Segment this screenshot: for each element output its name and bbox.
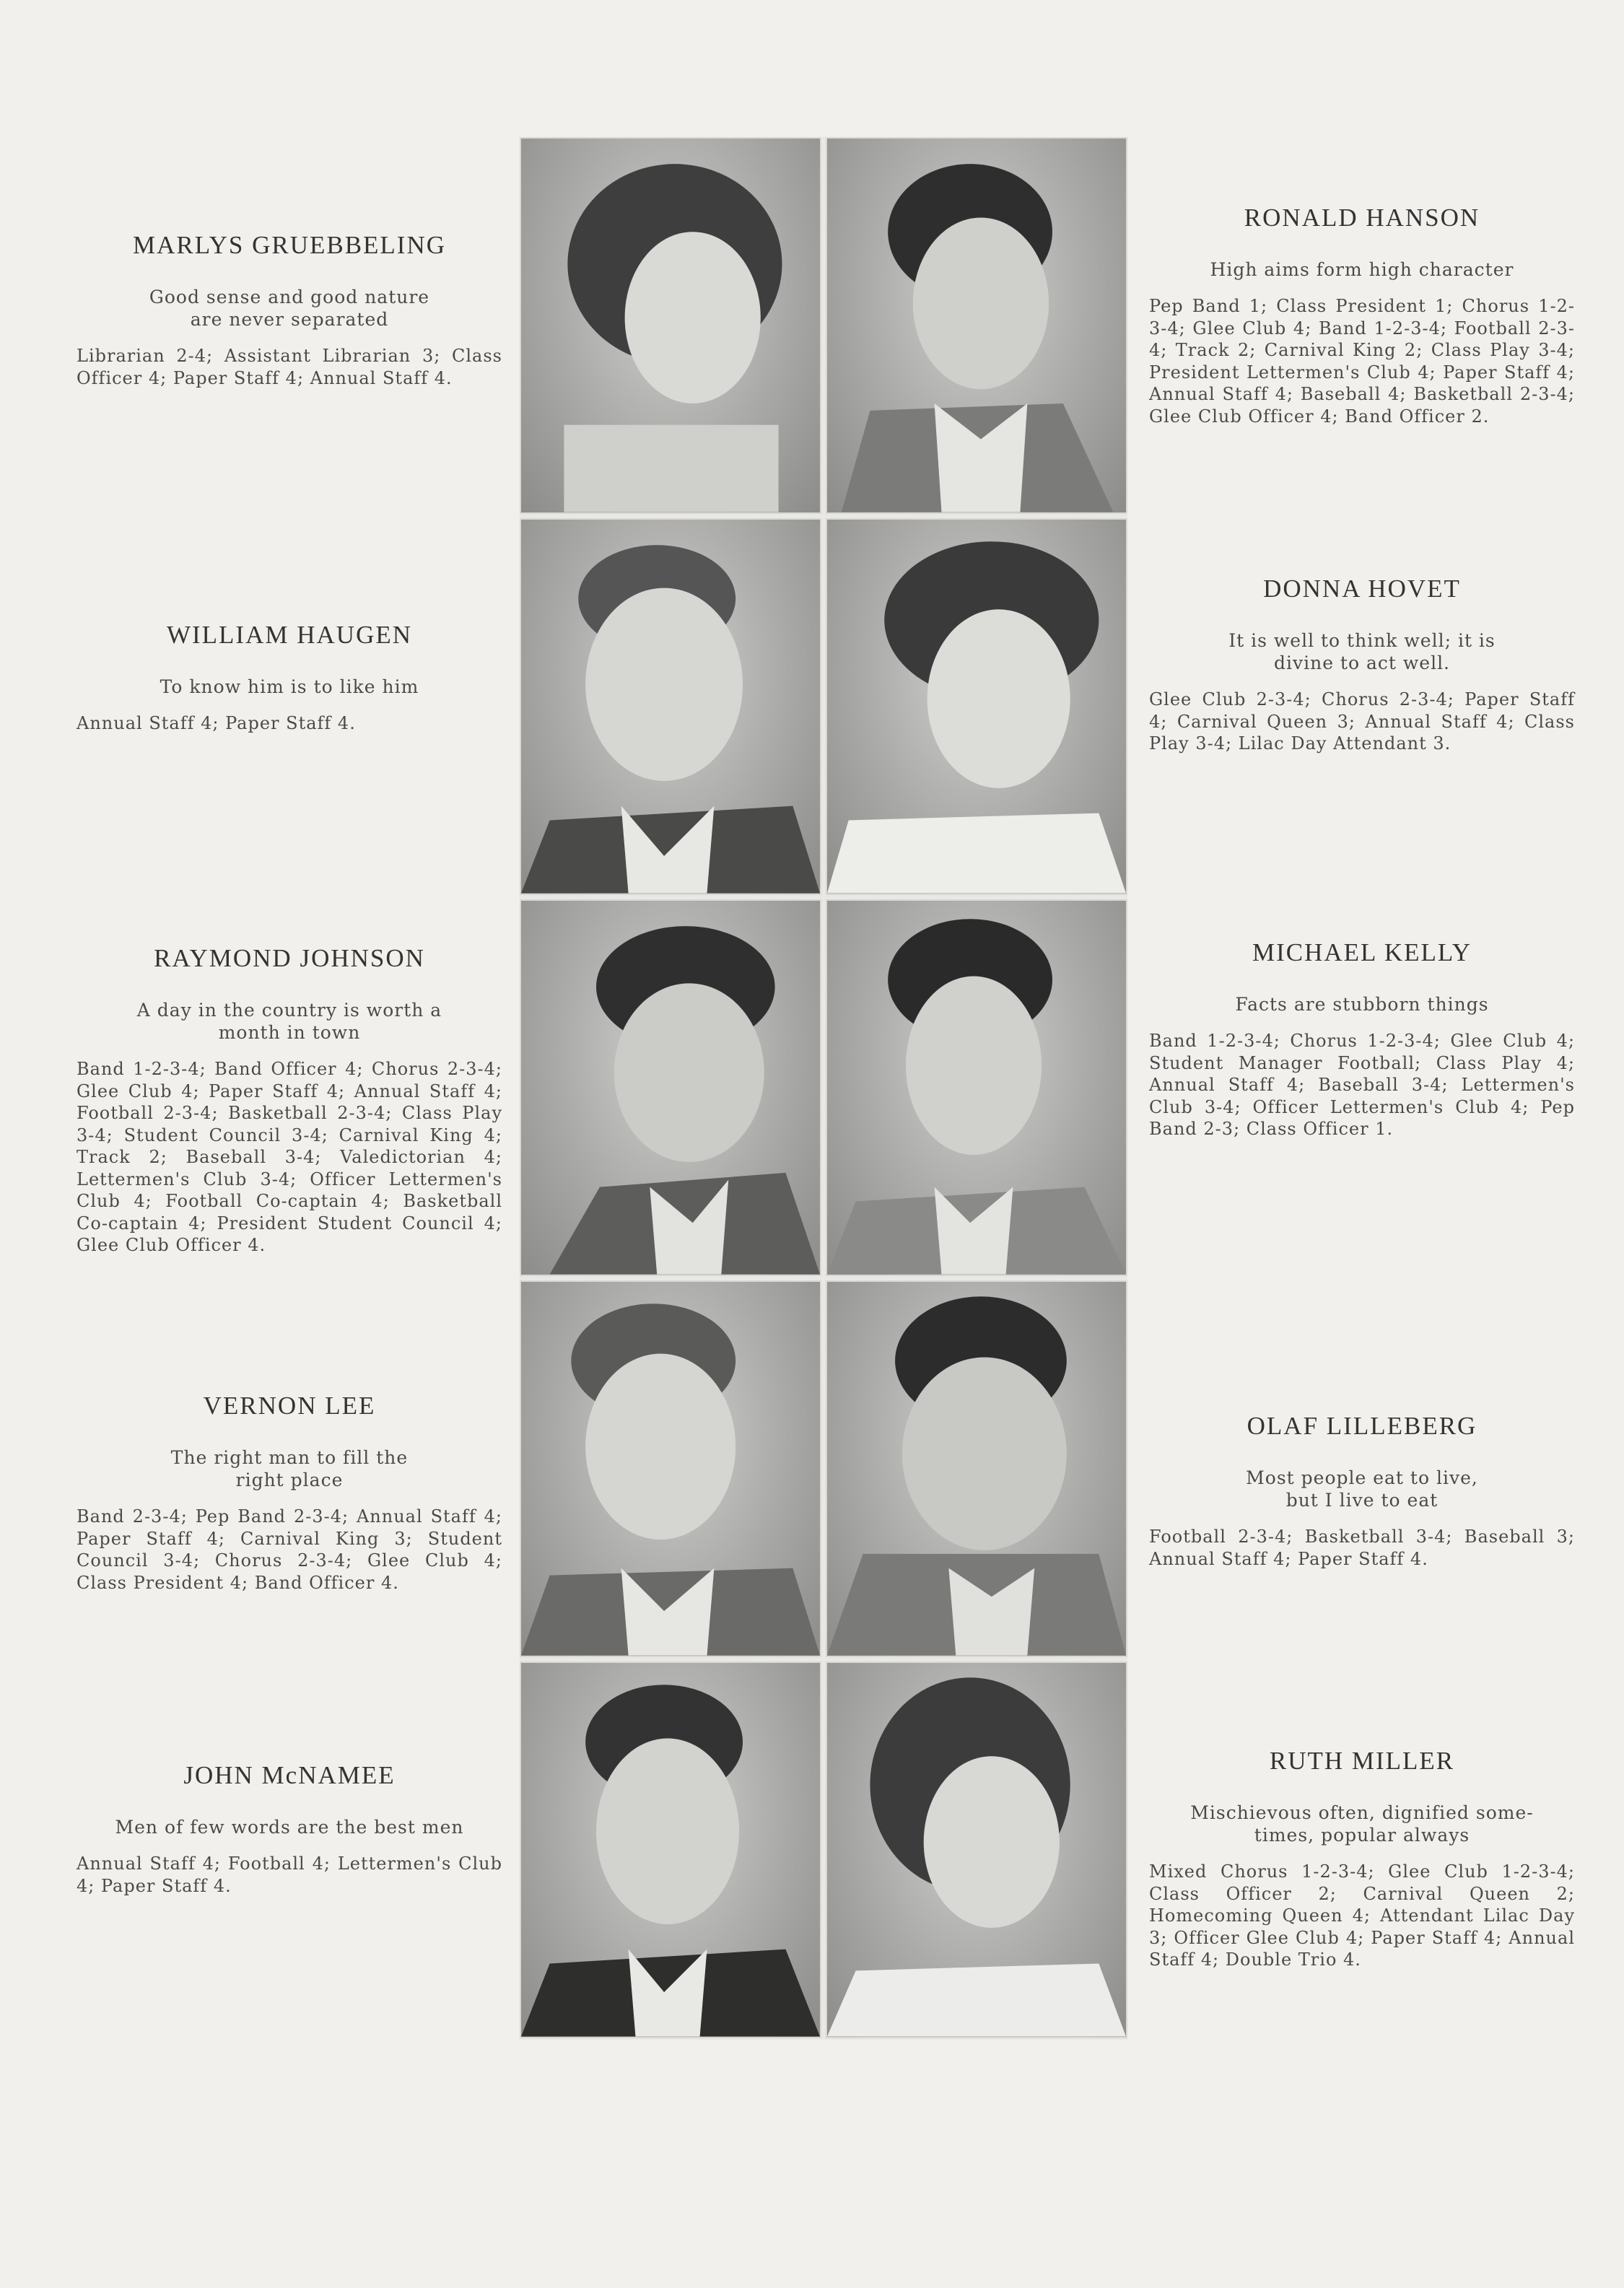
student-entry-ronald-hanson [1149,204,1575,427]
student-name: WILLIAM HAUGEN [166,621,412,649]
student-motto: A day in the country is worth a month in town [136,1000,442,1043]
student-activities: Pep Band 1; Class President 1; Chorus 1-2-3-4; Glee Club 4; Band 1-2-3-4; Football 2-3-4; Track 2; Carnival King 2; Class Play 3-4; President Lettermen's Club 4; Paper Staff 4; Annual Staff 4; Baseball 4; Basketball 2-3-4; Glee Club Officer 4; Band Officer 2. [1149,296,1575,427]
student-activities: Glee Club 2-3-4; Chorus 2-3-4; Paper Staff 4; Carnival Queen 3; Annual Staff 4; Class Play 3-4; Lilac Day Attendant 3. [1149,689,1575,754]
student-entry-raymond-johnson [77,944,502,1257]
student-activities: Mixed Chorus 1-2-3-4; Glee Club 1-2-3-4; Class Officer 2; Carnival Queen 2; Homecoming Queen 4; Attendant Lilac Day 3; Officer Glee Club 4; Paper Staff 4; Annual Staff 4; Double Trio 4. [1149,1861,1575,1970]
student-name: RONALD HANSON [1244,204,1480,232]
student-name: VERNON LEE [203,1392,376,1420]
student-entry-michael-kelly [1149,938,1575,1140]
student-motto: High aims form high character [1210,259,1514,280]
student-name: OLAF LILLEBERG [1247,1412,1477,1440]
student-entry-john-mcnamee [77,1761,502,1897]
student-entry-donna-hovet [1149,575,1575,755]
portrait-photo-raymond-johnson [520,899,821,1276]
student-name: MARLYS GRUEBBELING [132,231,447,259]
student-entry-william-haugen [77,621,502,735]
portrait-photo-william-haugen [520,518,821,895]
student-entry-ruth-miller [1149,1747,1575,1971]
student-entry-olaf-lilleberg [1149,1412,1575,1570]
student-entry-vernon-lee [77,1392,502,1594]
portrait-photo-michael-kelly [826,899,1127,1276]
portrait-photo-marlys-gruebbeling [520,137,821,514]
portrait-photo-olaf-lilleberg [826,1280,1127,1657]
student-motto: Good sense and good nature are never separated [149,287,430,330]
student-motto: Mischievous often, dignified some- times, popular always [1190,1802,1534,1846]
student-name: RUTH MILLER [1269,1747,1455,1775]
portrait-photo-john-mcnamee [520,1662,821,2038]
student-motto: To know him is to like him [160,676,419,697]
student-motto: Facts are stubborn things [1235,994,1489,1015]
student-activities: Librarian 2-4; Assistant Librarian 3; Class Officer 4; Paper Staff 4; Annual Staff 4. [77,346,502,388]
student-name: RAYMOND JOHNSON [154,944,425,972]
portrait-photo-donna-hovet [826,518,1127,895]
portrait-photo-vernon-lee [520,1280,821,1657]
student-motto: It is well to think well; it is divine to act well. [1228,630,1496,673]
student-activities: Annual Staff 4; Paper Staff 4. [77,713,356,733]
student-name: JOHN McNAMEE [183,1761,396,1789]
student-activities: Band 1-2-3-4; Band Officer 4; Chorus 2-3-4; Glee Club 4; Paper Staff 4; Annual Staff 4; Football 2-3-4; Basketball 2-3-4; Class Play 3-4; Student Council 3-4; Carnival King 4; Track 2; Baseball 3-4; Valedictorian 4; Lettermen's Club 3-4; Officer Lettermen's Club 4; Football Co-captain 4; Basketball Co-captain 4; President Student Council 4; Glee Club Officer 4. [77,1059,502,1255]
student-activities: Football 2-3-4; Basketball 3-4; Baseball 3; Annual Staff 4; Paper Staff 4. [1149,1527,1575,1569]
student-activities: Band 1-2-3-4; Chorus 1-2-3-4; Glee Club 4; Student Manager Football; Class Play 4; Annual Staff 4; Baseball 3-4; Lettermen's Club 3-4; Officer Lettermen's Club 4; Pep Band 2-3; Class Officer 1. [1149,1031,1575,1139]
student-name: DONNA HOVET [1263,575,1461,603]
portrait-photo-ruth-miller [826,1662,1127,2038]
student-name: MICHAEL KELLY [1252,938,1472,966]
student-motto: Men of few words are the best men [115,1817,464,1838]
portrait-photo-ronald-hanson [826,137,1127,514]
student-entry-marlys-gruebbeling [77,231,502,389]
student-activities: Annual Staff 4; Football 4; Lettermen's Club 4; Paper Staff 4. [77,1853,502,1896]
student-activities: Band 2-3-4; Pep Band 2-3-4; Annual Staff 4; Paper Staff 4; Carnival King 3; Student Council 3-4; Chorus 2-3-4; Glee Club 4; Class President 4; Band Officer 4. [77,1506,502,1593]
portrait-grid [520,137,1127,2040]
student-motto: Most people eat to live, but I live to eat [1246,1467,1478,1511]
student-motto: The right man to fill the right place [170,1447,409,1490]
